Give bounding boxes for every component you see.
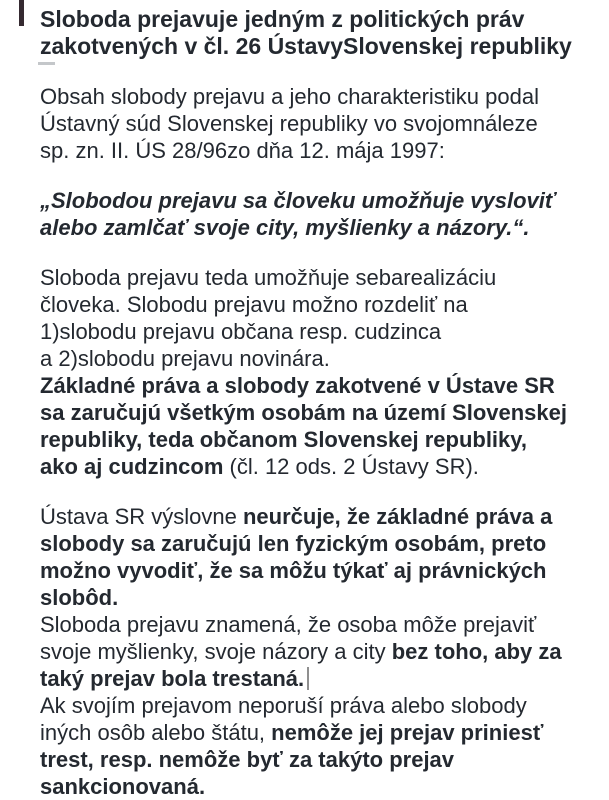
paragraph-body: [40, 264, 579, 480]
text-segment: Sloboda prejavu znamená, že osoba môže prejaviť: [40, 612, 537, 637]
text-segment: Ak svojím prejavom neporuší práva alebo slobody: [40, 693, 527, 718]
text-segment: sp. zn. II. ÚS 28/96zo dňa 12. mája 1997:: [40, 138, 445, 163]
text-segment: svoje myšlienky, svoje názory a city: [40, 639, 392, 664]
text-segment: slobôd.: [40, 585, 119, 610]
text-segment: sa zaručujú všetkým osobám na území Slovenskej: [40, 400, 567, 425]
text-segment: (čl. 12 ods. 2 Ústavy SR).: [223, 454, 479, 479]
text-segment: bez toho, aby za: [391, 639, 562, 664]
text-segment: taký prejav bola trestaná.: [40, 666, 305, 691]
text-segment: možno vyvodiť, že sa môžu týkať aj právnických: [40, 558, 547, 583]
text-segment: slobody sa zaručujú len fyzickým osobám, preto: [40, 531, 547, 556]
text-segment: človeka. Slobodu prejavu možno rozdeliť na: [40, 292, 468, 317]
text-segment: neurčuje, že základné práva a: [242, 504, 553, 529]
text-cursor: [307, 667, 309, 690]
text-segment: 1)slobodu prejavu občana resp. cudzinca: [40, 319, 442, 344]
text-segment: Ústavný súd Slovenskej republiky vo svojomnáleze: [40, 111, 538, 136]
margin-marker: [19, 0, 24, 26]
text-segment: alebo zamlčať svoje city, myšlienky a názory.“.: [40, 215, 530, 240]
text-segment: republiky, teda občanom Slovenskej republiky,: [40, 427, 527, 452]
text-segment: iných osôb alebo štátu,: [40, 720, 272, 745]
paragraph-body: [40, 83, 579, 164]
underline-fragment: [38, 62, 55, 65]
text-segment: Sloboda prejavuje jedným z politických práv: [40, 6, 525, 32]
text-segment: Obsah slobody prejavu a jeho charakteristiku podal: [40, 84, 539, 109]
text-segment: sankcionovaná.: [40, 774, 206, 799]
text-segment: Základné práva a slobody zakotvené v Ústave SR: [40, 373, 555, 398]
text-segment: a 2)slobodu prejavu novinára.: [40, 346, 330, 371]
paragraph-heading: [40, 6, 579, 60]
text-segment: nemôže jej prejav priniesť: [271, 720, 544, 745]
paragraph-body: [40, 503, 579, 800]
text-segment: trest, resp. nemôže byť za takýto prejav: [40, 747, 455, 772]
paragraph-quote: [40, 187, 579, 241]
text-segment: Ústava SR výslovne: [40, 504, 243, 529]
text-segment: ako aj cudzincom: [40, 454, 224, 479]
text-segment: Sloboda prejavu teda umožňuje sebarealizáciu: [40, 265, 497, 290]
text-segment: zakotvených v čl. 26 ÚstavySlovenskej republiky: [40, 33, 572, 59]
text-segment: „Slobodou prejavu sa človeku umožňuje vysloviť: [40, 188, 556, 213]
document-text: [40, 6, 579, 800]
